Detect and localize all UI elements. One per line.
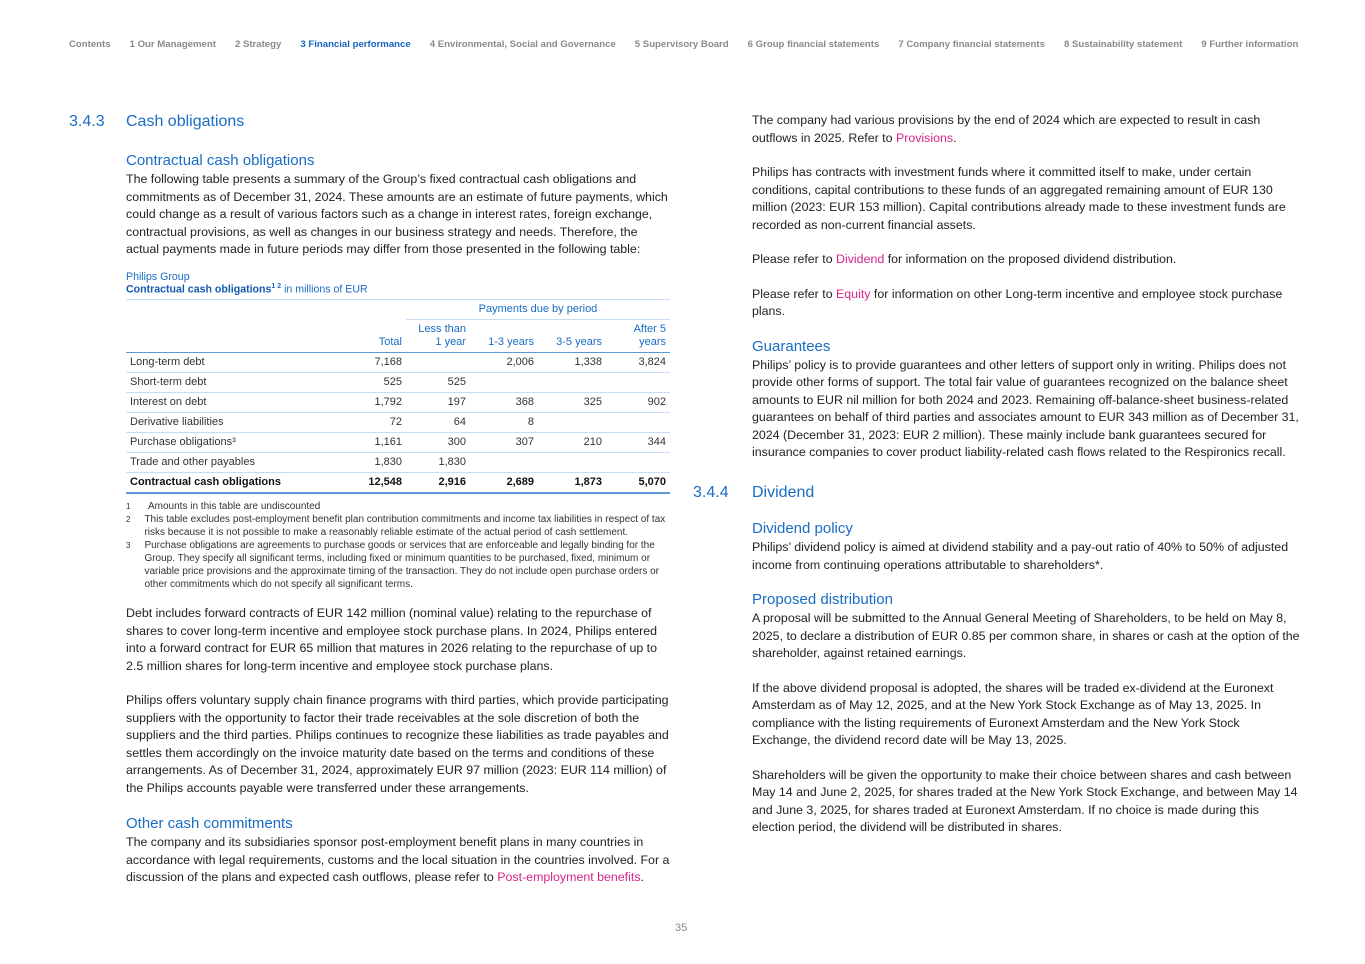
table-cell: 1,830 [316, 453, 406, 473]
paragraph-other [126, 834, 674, 887]
section-title-dividend: Dividend [752, 484, 815, 501]
table-cell: 344 [606, 433, 670, 453]
table-cell: 197 [406, 393, 470, 413]
row-label: Short-term debt [126, 373, 316, 393]
table-cell: 1,830 [406, 453, 470, 473]
table-cell [606, 453, 670, 473]
text: . [953, 130, 957, 145]
top-navigation [69, 39, 1298, 50]
paragraph-guarantees: Philips’ policy is to provide guarantees and other letters of support only in writing. Philips does not provide other forms of support. The total fair value of guarantees recognized on the balance sheet amounts to EUR nil million for both 2024 and 2023. Remaining off-balance-sheet business-related guarantees on behalf of third parties and associates amount to EUR 343 million as of December 31, 2024 (December 31, 2023: EUR 2 million). These mainly include bank guarantees secured for insurance companies to cover product liability-related cash flows related to the Respironics recall. [752, 357, 1299, 459]
nav-our-management[interactable]: 1 Our Management [129, 39, 216, 50]
table-title: Contractual cash obligations [126, 283, 272, 296]
footnote-number: 2 [126, 515, 131, 525]
nav-sustainability-statement[interactable]: 8 Sustainability statement [1063, 39, 1183, 50]
cell: 5,070 [606, 473, 670, 494]
table-cell: 8 [470, 413, 538, 433]
heading-dividend-policy: Dividend policy [752, 520, 853, 537]
col-1-3: 1-3 years [488, 336, 534, 349]
paragraph-equity-ref [752, 286, 1300, 321]
table-cell: 64 [406, 413, 470, 433]
table-title-sup: 1 2 [271, 282, 282, 290]
table-row [126, 393, 670, 413]
obligations-table [126, 299, 670, 494]
table-cell: 2,006 [470, 353, 538, 373]
table-cell [538, 453, 606, 473]
paragraph-choice: Shareholders will be given the opportunity to make their choice between shares and cash between May 14 and June 2, 2025, for shares traded at the New York Stock Exchange, and between May 14 and June 3, 2025, for shares traded at Euronext Amsterdam. If no choice is made during this election period, the dividend will be distributed in shares. [752, 767, 1298, 834]
nav-financial-performance[interactable]: 3 Financial performance [300, 39, 411, 50]
table-cell: 300 [406, 433, 470, 453]
table-cell [606, 413, 670, 433]
table-row [126, 373, 670, 393]
nav-contents[interactable]: Contents [69, 39, 111, 50]
row-label: Long-term debt [126, 353, 316, 373]
cell: 2,689 [470, 473, 538, 494]
footnote-text: Purchase obligations are agreements to purchase goods or services that are enforceable and legally binding for the Group. They specify all significant terms, including fixed or minimum quantities to be purchased, fixed, minimum or variable price provisions and the approximate timing of the transaction. They do not include open purchase orders or other commitments which do not specify all significant terms. [144, 540, 660, 591]
col-3-5: 3-5 years [556, 336, 602, 349]
footnote [126, 513, 674, 539]
text: Please refer to [752, 252, 837, 266]
table-cell: 525 [406, 373, 470, 393]
table-cell: 325 [538, 393, 606, 413]
row-label: Interest on debt [126, 393, 316, 413]
col-total: Total [378, 336, 402, 349]
footnote [126, 500, 674, 513]
col-less-1: Less than 1 year [418, 323, 466, 349]
cell: 12,548 [316, 473, 406, 494]
section-number: 3.4.3 [69, 113, 105, 130]
link-provisions[interactable]: Provisions [895, 130, 954, 145]
heading-other: Other cash commitments [126, 815, 293, 833]
link-equity[interactable]: Equity [836, 286, 871, 301]
table-group-label: Philips Group [126, 270, 190, 283]
table-cell: 1,338 [538, 353, 606, 373]
paragraph-intro: The following table presents a summary of the Group’s fixed contractual cash obligations and commitments as of December 31, 2024. These amounts are an estimate of future payments, which could change as a result of various factors such as a change in interest rates, foreign exchange, contractual provisions, as well as changes in our business strategy and needs. Therefore, the actual payments made in future periods may differ from those presented in the following table: [126, 172, 668, 256]
text: for information on the proposed dividend distribution. [884, 252, 1177, 266]
text: . [640, 870, 644, 885]
row-label: Trade and other payables [126, 453, 316, 473]
table-cell [538, 413, 606, 433]
paragraph-policy: Philips’ dividend policy is aimed at dividend stability and a pay-out ratio of 40% to 50% of adjusted income from continuing operations attributable to shareholders*. [752, 540, 1289, 572]
table-cell [470, 373, 538, 393]
heading-contractual: Contractual cash obligations [126, 152, 315, 169]
footnotes [126, 500, 674, 591]
table-cell: 1,792 [316, 393, 406, 413]
heading-proposed: Proposed distribution [752, 591, 893, 608]
footnote-number: 1 [126, 502, 131, 512]
cell: 1,873 [538, 473, 606, 494]
table-cell: 72 [316, 413, 406, 433]
table-unit: in millions of EUR [281, 283, 368, 296]
text: for information on other Long-term incentive and employee stock purchase plans. [752, 286, 1283, 318]
paragraph-supply-chain: Philips offers voluntary supply chain finance programs with third parties, which provide participating suppliers with the opportunity to factor their trade receivables at the sole discretion of both the suppliers and the third parties. Philips continues to recognize these liabilities as trade payables and settles them accordingly on the invoice maturity date based on the terms and conditions of these arrangements. As of December 31, 2024, approximately EUR 97 million (2023: EUR 114 million) of the Philips accounts payable were transferred under these arrangements. [126, 693, 669, 795]
table-cell: 307 [470, 433, 538, 453]
paragraph-debt: Debt includes forward contracts of EUR 142 million (nominal value) relating to the repurchase of shares to cover long-term incentive and employee stock purchase plans. In 2024, Philips entered into a forward contract for EUR 65 million that matures in 2026 relating to the repurchase of up to 2.5 million shares for long-term incentive and employee stock purchase plans. [126, 606, 658, 673]
nav-further-information[interactable]: 9 Further information [1201, 39, 1299, 50]
text: Please refer to [752, 286, 837, 301]
footnote [126, 539, 674, 591]
cell: 2,916 [406, 473, 470, 494]
nav-supervisory-board[interactable]: 5 Supervisory Board [634, 39, 729, 50]
link-dividend[interactable]: Dividend [836, 252, 885, 266]
table-cell [406, 353, 470, 373]
table-row [126, 453, 670, 473]
row-label: Derivative liabilities [126, 413, 316, 433]
paragraph-funds: Philips has contracts with investment funds where it committed itself to make, under certain conditions, capital contributions to these funds of an aggregated remaining amount of EUR 130 million (2023: EUR 153 million). Capital contributions already made to these investment funds are recorded as non-current financial assets. [752, 165, 1286, 232]
paragraph-proposed: A proposal will be submitted to the Annual General Meeting of Shareholders, to be held on May 8, 2025, to declare a distribution of EUR 0.85 per common share, in shares or cash at the option of the shareholder, against retained earnings. [752, 611, 1300, 660]
cell: Contractual cash obligations [126, 473, 316, 494]
section-number-dividend: 3.4.4 [693, 484, 729, 501]
paragraph-provisions [752, 112, 1300, 147]
heading-guarantees: Guarantees [752, 337, 831, 355]
table-cell: 368 [470, 393, 538, 413]
paragraph-exdividend: If the above dividend proposal is adopted, the shares will be traded ex-dividend at the Euronext Amsterdam as of May 12, 2025, and at the New York Stock Exchange as of May 13, 2025. In compliance with the listing requirements of Euronext Amsterdam and the New York Stock Exchange, the dividend record date will be May 13, 2025. [752, 680, 1274, 747]
right-column [752, 112, 1300, 462]
nav-esg[interactable]: 4 Environmental, Social and Governance [429, 39, 616, 50]
section-title: Cash obligations [126, 113, 245, 130]
table-row [126, 433, 670, 453]
table-cell: 7,168 [316, 353, 406, 373]
link-post-employment[interactable]: Post-employment benefits [497, 870, 641, 885]
page-number: 35 [675, 922, 688, 934]
nav-strategy[interactable]: 2 Strategy [234, 39, 282, 50]
nav-group-financial-statements[interactable]: 6 Group financial statements [747, 39, 880, 50]
row-label: Purchase obligations³ [126, 433, 316, 453]
table-cell: 1,161 [316, 433, 406, 453]
period-header: Payments due by period [406, 300, 670, 320]
text: The company and its subsidiaries sponsor post-employment benefit plans in many countries in accordance with legal requirements, customs and the local situation in the countries involved. For a discussion of the plans and expected cash outflows, please refer to [126, 835, 670, 885]
footnote-number: 3 [126, 541, 131, 551]
text: The company had various provisions by the end of 2024 which are expected to result in cash outflows in 2025. Refer to [752, 113, 1261, 145]
footnote-text: Amounts in this table are undiscounted [148, 501, 321, 513]
dividend-column [752, 520, 1300, 837]
table-cell [470, 453, 538, 473]
table-cell [606, 373, 670, 393]
left-column [126, 152, 674, 887]
nav-company-financial-statements[interactable]: 7 Company financial statements [898, 39, 1045, 50]
table-cell: 902 [606, 393, 670, 413]
table-cell [538, 373, 606, 393]
table-cell: 525 [316, 373, 406, 393]
table-row [126, 413, 670, 433]
table-caption [126, 283, 674, 296]
col-after-5: After 5 years [633, 323, 666, 349]
table-cell: 3,824 [606, 353, 670, 373]
total-row [126, 473, 670, 494]
table-cell: 210 [538, 433, 606, 453]
paragraph-dividend-ref [752, 251, 1300, 269]
table-row [126, 353, 670, 373]
footnote-text: This table excludes post-employment benefit plan contribution commitments and income tax liabilities in respect of tax risks because it is not possible to make a reasonably reliable estimate of the actual period of cash settlement. [144, 514, 666, 539]
